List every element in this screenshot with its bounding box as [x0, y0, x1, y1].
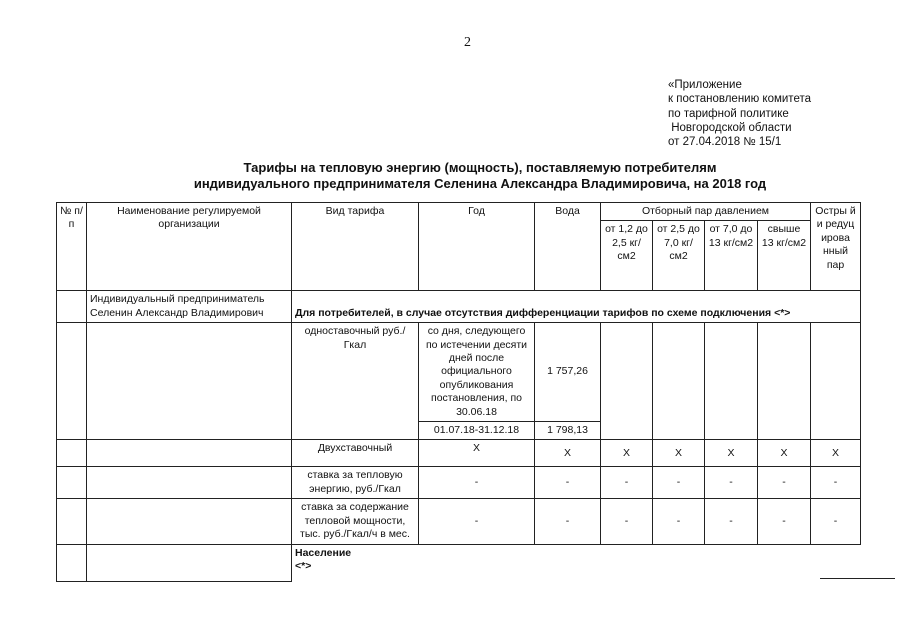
appendix-line: Новгородской области — [668, 121, 792, 134]
divider — [820, 578, 895, 579]
dash: - — [535, 467, 601, 499]
cell-empty — [87, 440, 292, 467]
period-second: 01.07.18-31.12.18 — [419, 422, 535, 440]
cell-empty — [653, 323, 705, 440]
cell-empty — [87, 499, 292, 544]
cell-empty — [87, 544, 292, 581]
header-org: Наименование регулируемой организации — [87, 203, 292, 291]
two-rate-label: Двухставочный — [292, 440, 419, 467]
cell-empty — [57, 544, 87, 581]
dash: - — [419, 499, 535, 544]
dash: - — [811, 467, 861, 499]
dash: - — [758, 467, 811, 499]
dash: - — [758, 499, 811, 544]
cell-empty — [57, 499, 87, 544]
header-water: Вода — [535, 203, 601, 291]
cell-empty — [811, 323, 861, 440]
header-steam-4: свыше 13 кг/см2 — [758, 221, 811, 291]
cell-empty — [57, 467, 87, 499]
appendix-line: к постановлению комитета — [668, 93, 811, 106]
header-steam-1: от 1,2 до 2,5 кг/см2 — [601, 221, 653, 291]
dash: - — [653, 467, 705, 499]
cell-empty — [57, 323, 87, 440]
footnote-mark: <*> — [295, 559, 312, 572]
single-rate-label: одноставочный руб./Гкал — [292, 323, 419, 440]
cell-empty — [705, 323, 758, 440]
header-year: Год — [419, 203, 535, 291]
dash: - — [653, 499, 705, 544]
cell-empty — [601, 323, 653, 440]
period-first: со дня, следующего по истечении десяти дней после официального опубликования постановления, по 30.06.18 — [419, 323, 535, 422]
appendix-line: по тарифной политике — [668, 107, 789, 120]
document-title — [150, 160, 810, 192]
header-tariff-type: Вид тарифа — [292, 203, 419, 291]
x-mark: X — [601, 440, 653, 467]
appendix-line: от 27.04.2018 № 15/1 — [668, 136, 782, 149]
header-sharp-steam: Остры й и редуц ирова нный пар — [811, 203, 861, 291]
page-number: 2 — [464, 35, 471, 50]
dash: - — [705, 467, 758, 499]
water-value: 1 757,26 — [535, 323, 601, 422]
header-steam-2: от 2,5 до 7,0 кг/см2 — [653, 221, 705, 291]
x-mark: X — [653, 440, 705, 467]
org-name: Индивидуальный предприниматель Селенин Александр Владимирович — [87, 291, 292, 323]
cell-empty — [57, 440, 87, 467]
dash: - — [419, 467, 535, 499]
section-title: Население — [295, 546, 352, 559]
dash: - — [705, 499, 758, 544]
capacity-rate-label: ставка за содержание тепловой мощности, тыс. руб./Гкал/ч в мес. — [292, 499, 419, 544]
appendix-note — [668, 78, 811, 149]
section-heading-population — [292, 544, 861, 581]
x-mark: X — [419, 440, 535, 467]
x-mark: X — [758, 440, 811, 467]
water-value: 1 798,13 — [535, 422, 601, 440]
x-mark: X — [705, 440, 758, 467]
cell-empty — [57, 291, 87, 323]
x-mark: X — [535, 440, 601, 467]
dash: - — [601, 467, 653, 499]
header-steam-3: от 7,0 до 13 кг/см2 — [705, 221, 758, 291]
x-mark: X — [811, 440, 861, 467]
title-line: Тарифы на тепловую энергию (мощность), поставляемую потребителям — [243, 160, 717, 175]
dash: - — [811, 499, 861, 544]
tariff-table — [56, 202, 861, 582]
cell-empty — [87, 323, 292, 440]
heat-rate-label: ставка за тепловую энергию, руб./Гкал — [292, 467, 419, 499]
section-heading: Для потребителей, в случае отсутствия дифференциации тарифов по схеме подключения <*> — [292, 291, 861, 323]
dash: - — [601, 499, 653, 544]
appendix-line: «Приложение — [668, 79, 742, 91]
cell-empty — [87, 467, 292, 499]
header-steam-group: Отборный пар давлением — [601, 203, 811, 221]
title-line: индивидуального предпринимателя Селенина Александра Владимировича, на 2018 год — [193, 176, 767, 191]
header-num: № п/п — [57, 203, 87, 291]
dash: - — [535, 499, 601, 544]
cell-empty — [758, 323, 811, 440]
